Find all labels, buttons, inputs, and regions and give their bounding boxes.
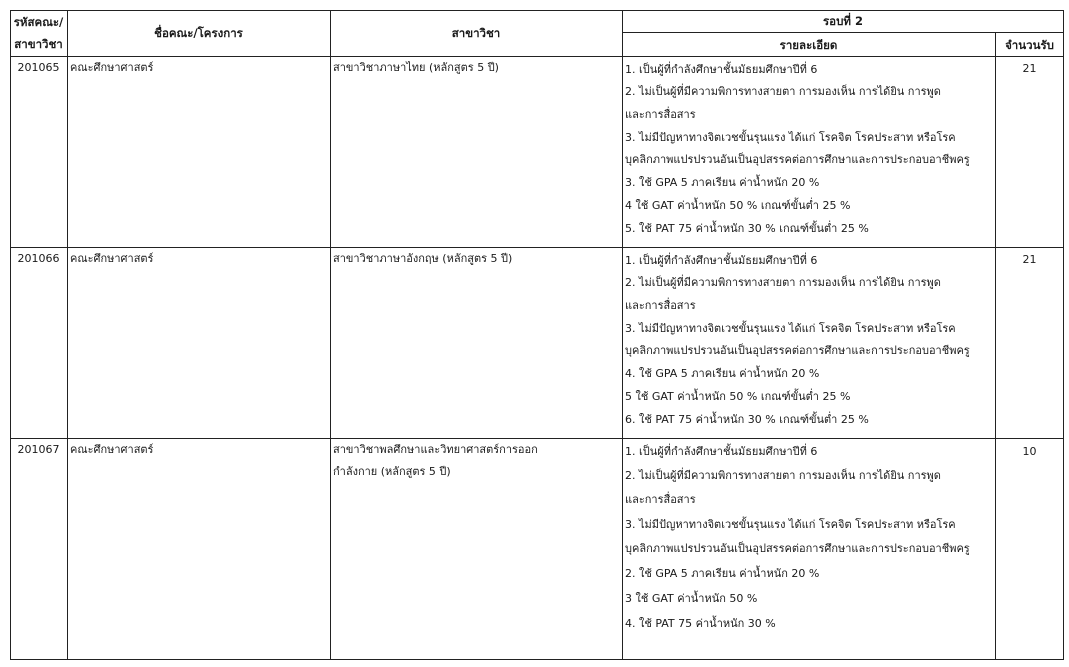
row2-faculty: คณะศึกษาศาสตร์ <box>70 252 154 265</box>
row2-detail-8: 6. ใช้ PAT 75 ค่าน้ำหนัก 30 % เกณฑ์ขั้นต่ำ 25 % <box>625 413 869 426</box>
row2-count: 21 <box>1022 253 1037 266</box>
row3-detail-6: 2. ใช้ GPA 5 ภาคเรียน ค่าน้ำหนัก 20 % <box>625 567 820 580</box>
row2-detail-4: 3. ไม่มีปัญหาทางจิตเวชขั้นรุนแรง ได้แก่ โรคจิต โรคประสาท หรือโรค <box>625 322 956 335</box>
row3-details <box>625 441 993 659</box>
header-bottom-line <box>10 56 1064 57</box>
row1-details <box>625 59 993 247</box>
row1-detail-4: 3. ไม่มีปัญหาทางจิตเวชขั้นรุนแรง ได้แก่ โรคจิต โรคประสาท หรือโรค <box>625 131 956 144</box>
row3-detail-8: 4. ใช้ PAT 75 ค่าน้ำหนัก 30 % <box>625 617 776 630</box>
col-line-4 <box>995 32 996 660</box>
row3-detail-7: 3 ใช้ GAT ค่าน้ำหนัก 50 % <box>625 592 758 605</box>
table-border-right <box>1063 10 1064 660</box>
row3-faculty: คณะศึกษาศาสตร์ <box>70 443 154 456</box>
row1-detail-1: 1. เป็นผู้ที่กำลังศึกษาชั้นมัธยมศึกษาปีที่ 6 <box>625 63 818 76</box>
row2-detail-5: บุคลิกภาพแปรปรวนอันเป็นอุปสรรคต่อการศึกษาและการประกอบอาชีพครู <box>625 344 970 357</box>
header-count: จำนวนรับ <box>1005 38 1054 52</box>
row1-count: 21 <box>1022 62 1037 75</box>
row-separator-1 <box>10 247 1064 248</box>
row2-detail-6: 4. ใช้ GPA 5 ภาคเรียน ค่าน้ำหนัก 20 % <box>625 367 820 380</box>
header-faculty: ชื่อคณะ/โครงการ <box>154 26 243 40</box>
col-line-2 <box>330 10 331 660</box>
row2-detail-2: 2. ไม่เป็นผู้ที่มีความพิการทางสายตา การมองเห็น การได้ยิน การพูด <box>625 276 941 289</box>
row3-code: 201067 <box>17 443 60 456</box>
row3-detail-3: และการสื่อสาร <box>625 493 696 506</box>
row2-detail-1: 1. เป็นผู้ที่กำลังศึกษาชั้นมัธยมศึกษาปีที่ 6 <box>625 254 818 267</box>
header-round: รอบที่ 2 <box>823 14 863 28</box>
header-detail: รายละเอียด <box>779 38 838 52</box>
row3-detail-1: 1. เป็นผู้ที่กำลังศึกษาชั้นมัธยมศึกษาปีที่ 6 <box>625 445 818 458</box>
table-border-bottom <box>10 659 1064 660</box>
row1-detail-6: 3. ใช้ GPA 5 ภาคเรียน ค่าน้ำหนัก 20 % <box>625 176 820 189</box>
row3-major-line2: กำลังกาย (หลักสูตร 5 ปี) <box>333 465 451 478</box>
row3-count: 10 <box>1022 445 1037 458</box>
row2-major: สาขาวิชาภาษาอังกฤษ (หลักสูตร 5 ปี) <box>333 252 513 265</box>
row1-detail-3: และการสื่อสาร <box>625 108 696 121</box>
row-separator-2 <box>10 438 1064 439</box>
header-code-line2: สาขาวิชา <box>14 37 63 51</box>
col-line-3 <box>622 10 623 660</box>
table-border-left <box>10 10 11 660</box>
table-border-top <box>10 10 1064 11</box>
row3-detail-2: 2. ไม่เป็นผู้ที่มีความพิการทางสายตา การมองเห็น การได้ยิน การพูด <box>625 469 941 482</box>
row1-major: สาขาวิชาภาษาไทย (หลักสูตร 5 ปี) <box>333 61 499 74</box>
row3-detail-4: 3. ไม่มีปัญหาทางจิตเวชขั้นรุนแรง ได้แก่ โรคจิต โรคประสาท หรือโรค <box>625 518 956 531</box>
header-subline <box>622 32 1064 33</box>
header-major: สาขาวิชา <box>451 26 501 40</box>
header-code-line1: รหัสคณะ/ <box>13 15 64 29</box>
row1-detail-2: 2. ไม่เป็นผู้ที่มีความพิการทางสายตา การมองเห็น การได้ยิน การพูด <box>625 85 941 98</box>
row1-code: 201065 <box>17 61 60 74</box>
row3-major-line1: สาขาวิชาพลศึกษาและวิทยาศาสตร์การออก <box>333 443 538 456</box>
row1-detail-7: 4 ใช้ GAT ค่าน้ำหนัก 50 % เกณฑ์ขั้นต่ำ 25 % <box>625 199 851 212</box>
row1-detail-8: 5. ใช้ PAT 75 ค่าน้ำหนัก 30 % เกณฑ์ขั้นต่ำ 25 % <box>625 222 869 235</box>
row2-details <box>625 250 993 438</box>
row2-detail-3: และการสื่อสาร <box>625 299 696 312</box>
row1-faculty: คณะศึกษาศาสตร์ <box>70 61 154 74</box>
col-line-1 <box>67 10 68 660</box>
row2-code: 201066 <box>17 252 60 265</box>
admission-table <box>10 10 1064 660</box>
row1-detail-5: บุคลิกภาพแปรปรวนอันเป็นอุปสรรคต่อการศึกษาและการประกอบอาชีพครู <box>625 153 970 166</box>
row3-detail-5: บุคลิกภาพแปรปรวนอันเป็นอุปสรรคต่อการศึกษาและการประกอบอาชีพครู <box>625 542 970 555</box>
row2-detail-7: 5 ใช้ GAT ค่าน้ำหนัก 50 % เกณฑ์ขั้นต่ำ 25 % <box>625 390 851 403</box>
